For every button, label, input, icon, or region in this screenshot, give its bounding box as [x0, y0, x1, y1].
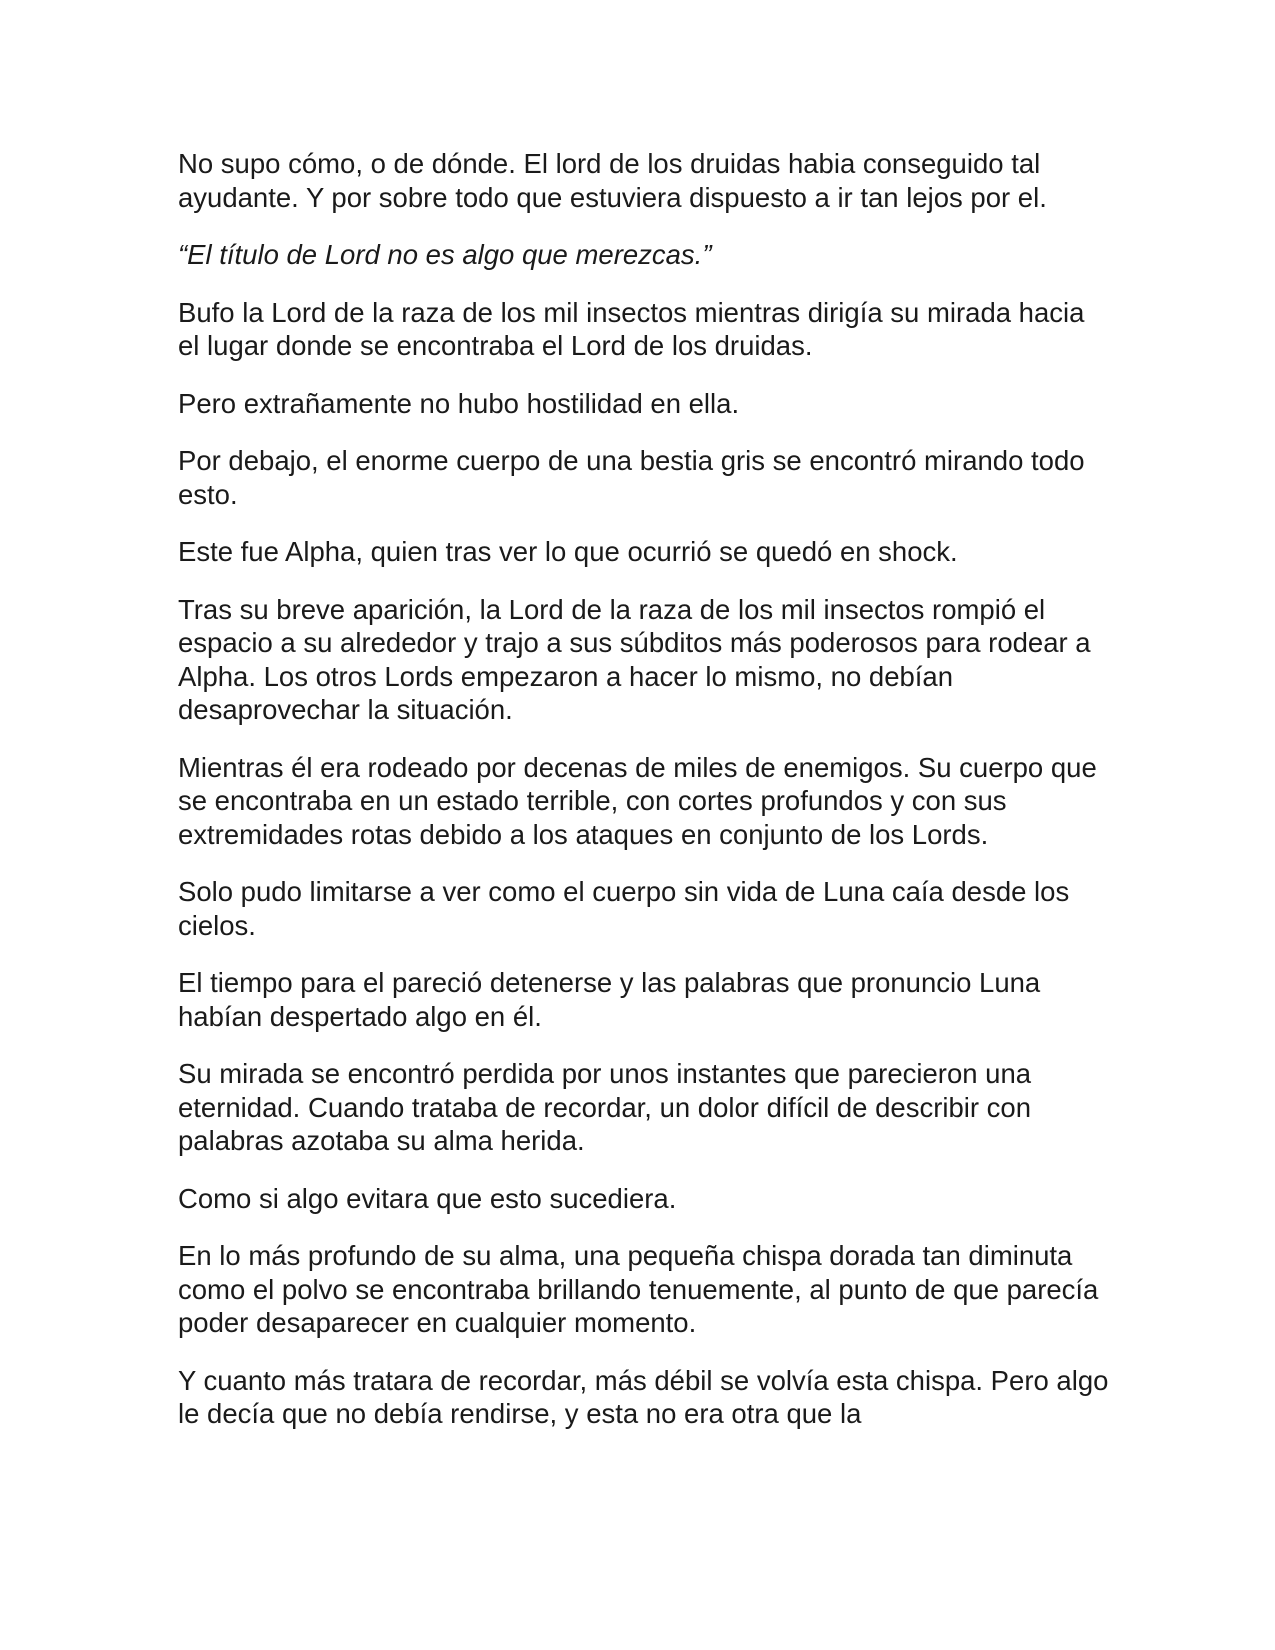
paragraph: Por debajo, el enorme cuerpo de una bestia gris se encontró mirando todo esto.: [178, 445, 1085, 510]
document-body: [178, 147, 1113, 1431]
paragraph: Pero extrañamente no hubo hostilidad en ella.: [178, 387, 740, 419]
paragraph: Y cuanto más tratara de recordar, más débil se volvía esta chispa. Pero algo le decía que no debía rendirse, y esta no era otra que la: [178, 1364, 1109, 1429]
paragraph: Este fue Alpha, quien tras ver lo que ocurrió se quedó en shock.: [178, 536, 958, 567]
paragraph: Mientras él era rodeado por decenas de miles de enemigos. Su cuerpo que se encontraba en un estado terrible, con cortes profundos y con sus extremidades rotas debido a los ataques en conjunto de los Lords.: [178, 751, 1097, 850]
paragraph: Bufo la Lord de la raza de los mil insectos mientras dirigía su mirada hacia el lugar donde se encontraba el Lord de los druidas.: [178, 296, 1085, 361]
paragraph: En lo más profundo de su alma, una pequeña chispa dorada tan diminuta como el polvo se encontraba brillando tenuemente, al punto de que parecía poder desaparecer en cualquier momento.: [178, 1240, 1099, 1338]
paragraph: Como si algo evitara que esto sucediera.: [178, 1182, 677, 1214]
paragraph: Solo pudo limitarse a ver como el cuerpo sin vida de Luna caía desde los cielos.: [178, 876, 1070, 941]
paragraph: Tras su breve aparición, la Lord de la raza de los mil insectos rompió el espacio a su alrededor y trajo a sus súbditos más poderosos para rodear a Alpha. Los otros Lords empezaron a hacer lo mismo, no debían desaprovechar la situación.: [178, 593, 1091, 725]
paragraph: Su mirada se encontró perdida por unos instantes que parecieron una eternidad. Cuando trataba de recordar, un dolor difícil de describir con palabras azotaba su alma herida.: [178, 1058, 1032, 1156]
paragraph-quote: “El título de Lord no es algo que merezcas.”: [178, 239, 712, 270]
paragraph: El tiempo para el pareció detenerse y las palabras que pronuncio Luna habían despertado algo en él.: [178, 967, 1041, 1032]
paragraph: No supo cómo, o de dónde. El lord de los druidas habia conseguido tal ayudante. Y por sobre todo que estuviera dispuesto a ir tan lejos por el.: [178, 148, 1047, 213]
